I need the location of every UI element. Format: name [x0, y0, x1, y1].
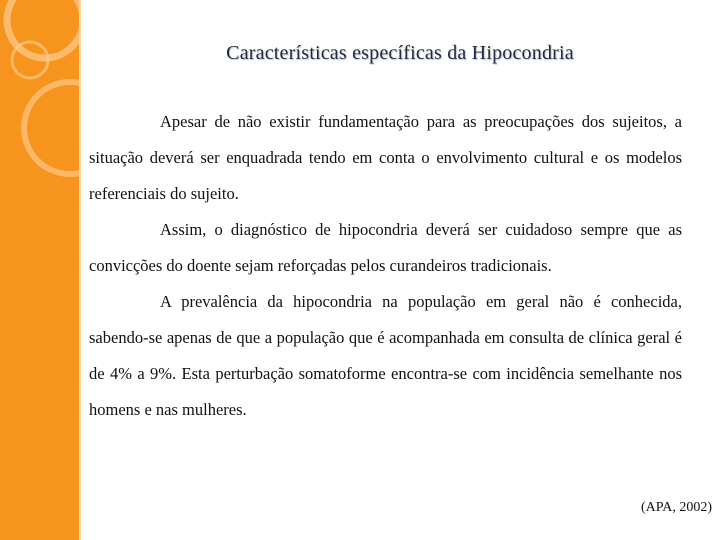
decorative-circles-icon — [0, 0, 79, 540]
slide-title: Características específicas da Hipocondria — [226, 42, 574, 64]
paragraph-1: Apesar de não existir fundamentação para as preocupações dos sujeitos, a situação deverá ser enquadrada tendo em conta o envolvimento cultural e os modelos referenciais do sujeito. — [89, 112, 682, 203]
citation-reference: (APA, 2002) — [640, 500, 712, 515]
paragraph-3: A prevalência da hipocondria na população em geral não é conhecida, sabendo-se apenas de que a população que é acompanhada em consulta de clínica geral é de 4% a 9%. Esta perturbação somatoforme encontra-se com incidência semelhante nos homens e nas mulheres. — [89, 292, 682, 419]
paragraph-2: Assim, o diagnóstico de hipocondria deverá ser cuidadoso sempre que as convicções do doente sejam reforçadas pelos curandeiros tradicionais. — [89, 220, 682, 275]
decorative-side-band — [0, 0, 79, 540]
side-band-divider — [79, 0, 81, 540]
slide-body — [89, 104, 682, 428]
